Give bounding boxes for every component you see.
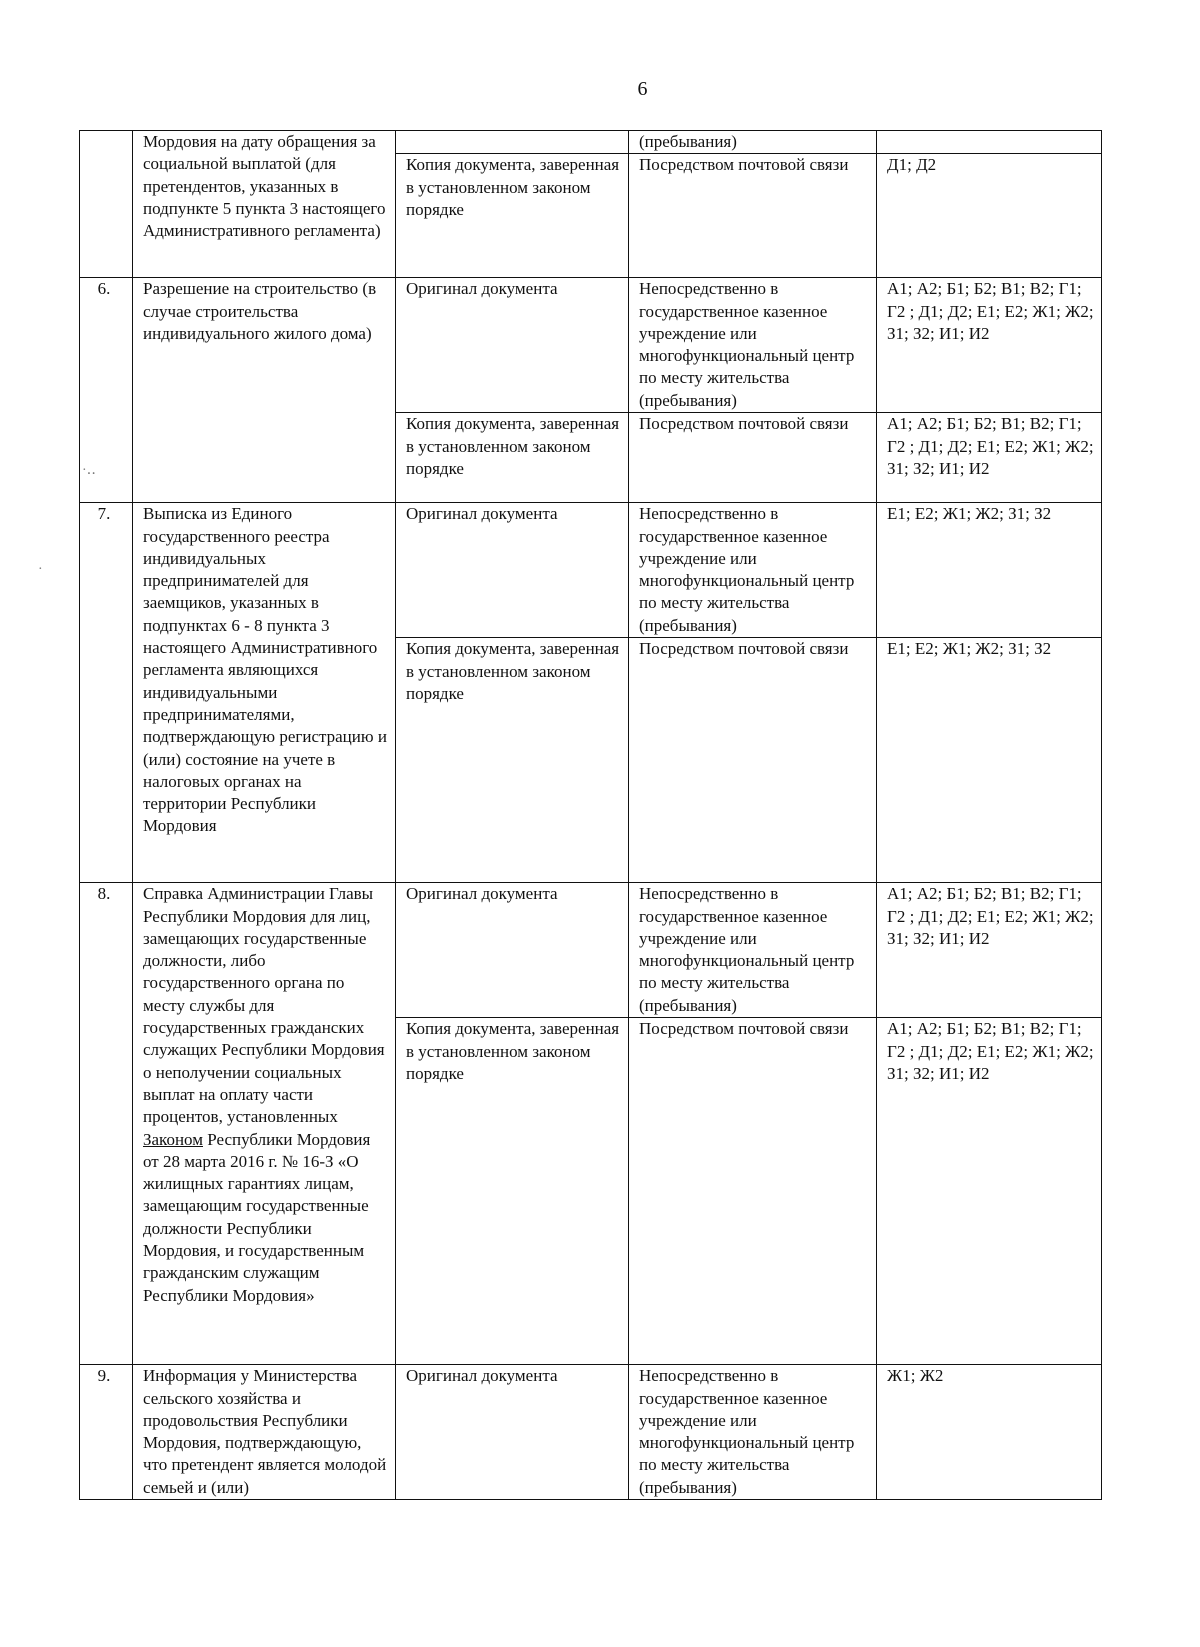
submission-form: Копия документа, заверенная в установленном законом порядке xyxy=(396,154,629,278)
document-name: Разрешение на строительство (в случае строительства индивидуального жилого дома) xyxy=(133,278,396,503)
applicant-codes: Д1; Д2 xyxy=(877,154,1102,278)
row-number: 8. xyxy=(80,883,133,1365)
document-name: Мордовия на дату обращения за социальной выплатой (для претендентов, указанных в подпункте 5 пункта 3 настоящего Административного регламента) xyxy=(133,131,396,278)
applicant-codes: А1; А2; Б1; Б2; В1; В2; Г1; Г2 ; Д1; Д2; Е1; Е2; Ж1; Ж2; З1; З2; И1; И2 xyxy=(877,413,1102,503)
submission-method: Посредством почтовой связи xyxy=(629,1018,877,1365)
table-row xyxy=(80,131,1102,154)
row-number: 7. xyxy=(80,503,133,883)
page-number: 6 xyxy=(637,78,648,100)
document-name: Выписка из Единого государственного реестра индивидуальных предпринимателей для заемщиков, указанных в подпунктах 6 - 8 пункта 3 настоящего Административного регламента являющихся индивидуальными предпринимателями, подтверждающую регистрацию и (или) состояние на учете в налоговых органах на территории Республики Мордовия xyxy=(133,503,396,883)
submission-form: Копия документа, заверенная в установленном законом порядке xyxy=(396,1018,629,1365)
applicant-codes: Ж1; Ж2 xyxy=(877,1365,1102,1500)
row-number: 6. xyxy=(80,278,133,503)
submission-method: Посредством почтовой связи xyxy=(629,154,877,278)
table-row xyxy=(80,883,1102,1018)
submission-method: Непосредственно в государственное казенное учреждение или многофункциональный центр по месту жительства (пребывания) xyxy=(629,883,877,1018)
submission-method: (пребывания) xyxy=(629,131,877,154)
table-row xyxy=(80,503,1102,638)
applicant-codes: А1; А2; Б1; Б2; В1; В2; Г1; Г2 ; Д1; Д2; Е1; Е2; Ж1; Ж2; З1; З2; И1; И2 xyxy=(877,278,1102,413)
document-name: Информация у Министерства сельского хозяйства и продовольствия Республики Мордовия, подтверждающую, что претендент является молодой семьей и (или) xyxy=(133,1365,396,1500)
submission-form: Копия документа, заверенная в установленном законом порядке xyxy=(396,638,629,883)
applicant-codes: А1; А2; Б1; Б2; В1; В2; Г1; Г2 ; Д1; Д2; Е1; Е2; Ж1; Ж2; З1; З2; И1; И2 xyxy=(877,883,1102,1018)
document-name-text: Республики Мордовия от 28 марта 2016 г. № 16-З «О жилищных гарантиях лицам, замещающим государственные должности Республики Мордовия, и государственным гражданским служащим Республики Мордовия» xyxy=(143,1129,371,1305)
row-number xyxy=(80,131,133,278)
applicant-codes xyxy=(877,131,1102,154)
row-number: 9. xyxy=(80,1365,133,1500)
law-link[interactable]: Законом xyxy=(143,1129,203,1149)
submission-form: Оригинал документа xyxy=(396,1365,629,1500)
submission-method: Непосредственно в государственное казенное учреждение или многофункциональный центр по месту жительства (пребывания) xyxy=(629,278,877,413)
scan-mark: ·‥ xyxy=(82,463,96,478)
document-name xyxy=(133,883,396,1365)
submission-form: Оригинал документа xyxy=(396,503,629,638)
table-row xyxy=(80,1365,1102,1500)
scan-mark: · xyxy=(38,562,43,577)
applicant-codes: Е1; Е2; Ж1; Ж2; З1; З2 xyxy=(877,638,1102,883)
submission-method: Посредством почтовой связи xyxy=(629,638,877,883)
documents-table xyxy=(79,130,1102,1500)
document-name-text: Справка Администрации Главы Республики Мордовия для лиц, замещающих государственные должности, либо государственного органа по месту службы для государственных гражданских служащих Республики Мордовия о неполучении социальных выплат на оплату части процентов, установленных xyxy=(143,884,385,1127)
table-row xyxy=(80,278,1102,413)
applicant-codes: Е1; Е2; Ж1; Ж2; З1; З2 xyxy=(877,503,1102,638)
submission-form: Оригинал документа xyxy=(396,278,629,413)
submission-method: Непосредственно в государственное казенное учреждение или многофункциональный центр по месту жительства (пребывания) xyxy=(629,503,877,638)
submission-form: Копия документа, заверенная в установленном законом порядке xyxy=(396,413,629,503)
applicant-codes: А1; А2; Б1; Б2; В1; В2; Г1; Г2 ; Д1; Д2; Е1; Е2; Ж1; Ж2; З1; З2; И1; И2 xyxy=(877,1018,1102,1365)
submission-form: Оригинал документа xyxy=(396,883,629,1018)
submission-method: Посредством почтовой связи xyxy=(629,413,877,503)
submission-method: Непосредственно в государственное казенное учреждение или многофункциональный центр по месту жительства (пребывания) xyxy=(629,1365,877,1500)
submission-form xyxy=(396,131,629,154)
